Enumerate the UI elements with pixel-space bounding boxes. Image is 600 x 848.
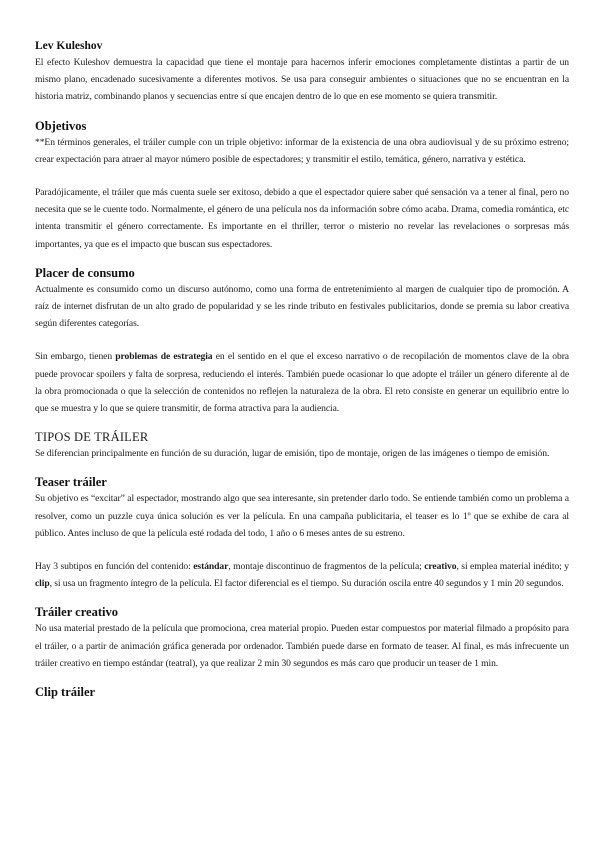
document-content xyxy=(35,38,569,700)
paragraph-creativo: No usa material prestado de la película que promociona, crea material propio. Pueden estar compuestos por material filmado a propósito para el tráiler, o a partir de animación gráfica generada por ordenador. También puede darse en formato de teaser. Al final, es más infrecuente un tráiler creativo en tiempo estándar (teatral), ya que realizar 2 min 30 segundos es más caro que producir un teaser de 1 min. xyxy=(35,623,569,669)
paragraph-kuleshov: El efecto Kuleshov demuestra la capacidad que tiene el montaje para hacernos inferir emociones completamente distintas a partir de un mismo plano, encadenado sucesivamente a diferentes motivos. Se usa para conseguir ambientes o situaciones que no se encuentran en la historia matriz, combinando planos y secuencias entre sí que encajen dentro de lo que en ese momento se quiera transmitir. xyxy=(35,57,569,103)
paragraph-objetivos-1: **En términos generales, el tráiler cumple con un triple objetivo: informar de la existencia de una obra audiovisual y de su próximo estreno; crear expectación para atraer al mayor número posible de espectadores; y transmitir el estilo, temática, género, narrativa y estética. xyxy=(35,136,569,165)
paragraph-placer-2: Sin embargo, tienen problemas de estrategia en el sentido en el que el exceso narrativo o de recopilación de momentos clave de la obra puede provocar spoilers y falta de sorpresa, reduciendo el interés. También puede ocasionar lo que adopte el tráiler un género diferente al de la obra promocionada o que la selección de contenidos no reflejen la naturaleza de la obra. El reto consiste en generar un equilibrio entre lo que se muestra y lo que se quiere transmitir, de forma atractiva para la audiencia. xyxy=(35,351,569,415)
paragraph-objetivos-2: Paradójicamente, el tráiler que más cuenta suele ser exitoso, debido a que el espectador quiere saber qué sensación va a tener al final, pero no necesita que se le cuente todo. Normalmente, el género de una película nos da información sobre cómo acaba. Drama, comedia romántica, etc intenta transmitir el género correctamente. Es importante en el thriller, terror o misterio no revelar las revelaciones o sorpresas más importantes, ya que es el impacto que buscan sus espectadores. xyxy=(35,187,569,250)
heading-teaser-trailer: Teaser tráiler xyxy=(35,475,107,490)
paragraph-tipos: Se diferencian principalmente en función de su duración, lugar de emisión, tipo de montaje, origen de las imágenes o tiempo de emisión. xyxy=(35,448,550,460)
bold-creativo: creativo xyxy=(424,561,457,573)
paragraph-teaser-2: Hay 3 subtipos en función del contenido: estándar, montaje discontinuo de fragmentos de la película; creativo, si emplea material inédito; y clip, si usa un fragmento íntegro de la película. El factor diferencial es el tiempo. Su duración oscila entre 40 segundos y 1 min 20 segundos. xyxy=(35,561,570,590)
paragraph-placer-1: Actualmente es consumido como un discurso autónomo, como una forma de entretenimiento al margen de cualquier tipo de promoción. A raíz de internet disfrutan de un alto grado de popularidad y se les rinde tributo en festivales publicitarios, donde se premia su labor creativa según diferentes categorías. xyxy=(35,283,569,330)
heading-objetivos: Objetivos xyxy=(35,118,87,133)
bold-estandar: estándar xyxy=(193,561,229,573)
heading-placer-de-consumo: Placer de consumo xyxy=(35,265,135,280)
heading-tipos-de-trailer: TIPOS DE TRÁILER xyxy=(35,430,149,445)
heading-trailer-creativo: Tráiler creativo xyxy=(35,605,118,620)
heading-clip-trailer: Clip tráiler xyxy=(35,685,96,700)
bold-problemas-de-estrategia: problemas de estrategia xyxy=(115,351,213,363)
paragraph-teaser-1: Su objetivo es “excitar” al espectador, mostrando algo que sea interesante, sin pretender darlo todo. Se entiende también como un problema a resolver, como un puzzle cuya única solución es ver la película. En una campaña publicitaria, el teaser es lo 1º que se exhibe de cara al público. Antes incluso de que la película esté rodada del todo, 1 año o 6 meses antes de su estreno. xyxy=(35,493,569,539)
bold-clip: clip xyxy=(35,578,50,590)
heading-lev-kuleshov: Lev Kuleshov xyxy=(35,40,103,52)
